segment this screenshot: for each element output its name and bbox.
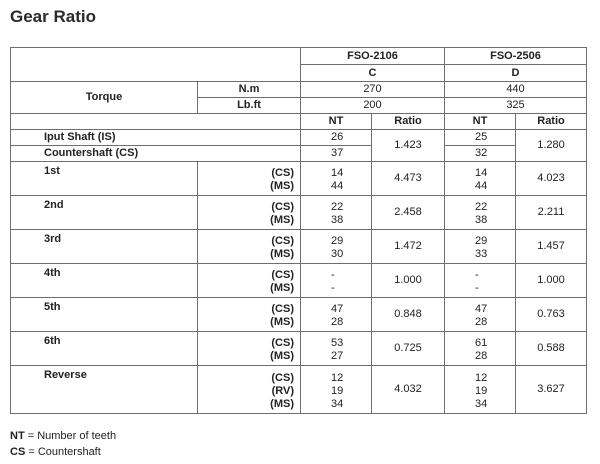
nt-header: NT <box>301 114 372 130</box>
model-name: FSO-2506 <box>445 48 587 65</box>
gear-ratio-table <box>10 47 587 414</box>
countershaft-row <box>11 146 587 162</box>
nt-value: 53 27 <box>301 332 372 366</box>
gear-row <box>11 264 587 298</box>
ratio-value: 1.280 <box>516 130 587 162</box>
footnote-text: = Countershaft <box>25 446 101 458</box>
nt-value: 12 19 34 <box>445 366 516 414</box>
gear-shaft-labels: (CS) (MS) <box>198 264 301 298</box>
model-code-row <box>11 65 587 82</box>
ratio-value: 1.423 <box>372 130 445 162</box>
torque-label: Torque <box>11 82 198 114</box>
gear-shaft-labels: (CS) (MS) <box>198 196 301 230</box>
gear-shaft-labels: (CS) (MS) <box>198 230 301 264</box>
ratio-value: 1.000 <box>516 264 587 298</box>
ratio-value: 1.000 <box>372 264 445 298</box>
gear-name: 6th <box>11 332 198 366</box>
gear-row <box>11 332 587 366</box>
footnote <box>10 446 101 458</box>
gear-name: 2nd <box>11 196 198 230</box>
ratio-header: Ratio <box>516 114 587 130</box>
countershaft-label: Countershaft (CS) <box>11 146 301 162</box>
torque-value: 200 <box>301 98 445 114</box>
ratio-value: 4.023 <box>516 162 587 196</box>
gear-name: 1st <box>11 162 198 196</box>
torque-unit: N.m <box>198 82 301 98</box>
model-name: FSO-2106 <box>301 48 445 65</box>
nt-value: 37 <box>301 146 372 162</box>
model-code: D <box>445 65 587 82</box>
nt-value: 12 19 34 <box>301 366 372 414</box>
gear-shaft-labels: (CS) (MS) <box>198 162 301 196</box>
ratio-value: 0.848 <box>372 298 445 332</box>
ratio-value: 2.211 <box>516 196 587 230</box>
gear-name: Reverse <box>11 366 198 414</box>
page-title: Gear Ratio <box>10 7 96 26</box>
nt-value: 14 44 <box>301 162 372 196</box>
gear-shaft-labels: (CS) (MS) <box>198 298 301 332</box>
torque-value: 440 <box>445 82 587 98</box>
torque-nm-row <box>11 82 587 98</box>
nt-value: - - <box>301 264 372 298</box>
nt-value: 61 28 <box>445 332 516 366</box>
ratio-value: 4.473 <box>372 162 445 196</box>
gear-row <box>11 230 587 264</box>
nt-header: NT <box>445 114 516 130</box>
nt-value: - - <box>445 264 516 298</box>
input-shaft-row <box>11 130 587 146</box>
nt-value: 22 38 <box>301 196 372 230</box>
footnote-abbr: NT <box>10 430 25 442</box>
ratio-value: 4.032 <box>372 366 445 414</box>
gear-row <box>11 298 587 332</box>
gear-shaft-labels: (CS) (MS) <box>198 332 301 366</box>
gear-name: 3rd <box>11 230 198 264</box>
ratio-value: 0.588 <box>516 332 587 366</box>
gear-name: 5th <box>11 298 198 332</box>
footnote-abbr: CS <box>10 446 26 458</box>
ratio-value: 2.458 <box>372 196 445 230</box>
ratio-value: 1.472 <box>372 230 445 264</box>
ratio-value: 3.627 <box>516 366 587 414</box>
footnote <box>10 430 116 442</box>
ratio-value: 0.763 <box>516 298 587 332</box>
gear-row <box>11 196 587 230</box>
ratio-value: 1.457 <box>516 230 587 264</box>
column-header-row <box>11 114 587 130</box>
torque-unit: Lb.ft <box>198 98 301 114</box>
model-header-row <box>11 48 587 65</box>
gear-name: 4th <box>11 264 198 298</box>
model-code: C <box>301 65 445 82</box>
nt-value: 25 <box>445 130 516 146</box>
nt-value: 32 <box>445 146 516 162</box>
input-shaft-label: Iput Shaft (IS) <box>11 130 301 146</box>
footnote-text: = Number of teeth <box>24 430 117 442</box>
nt-value: 22 38 <box>445 196 516 230</box>
gear-row <box>11 162 587 196</box>
nt-value: 29 33 <box>445 230 516 264</box>
nt-value: 29 30 <box>301 230 372 264</box>
torque-value: 325 <box>445 98 587 114</box>
ratio-header: Ratio <box>372 114 445 130</box>
nt-value: 14 44 <box>445 162 516 196</box>
nt-value: 47 28 <box>445 298 516 332</box>
gear-row <box>11 366 587 414</box>
ratio-value: 0.725 <box>372 332 445 366</box>
nt-value: 26 <box>301 130 372 146</box>
torque-value: 270 <box>301 82 445 98</box>
nt-value: 47 28 <box>301 298 372 332</box>
gear-shaft-labels: (CS) (RV) (MS) <box>198 366 301 414</box>
